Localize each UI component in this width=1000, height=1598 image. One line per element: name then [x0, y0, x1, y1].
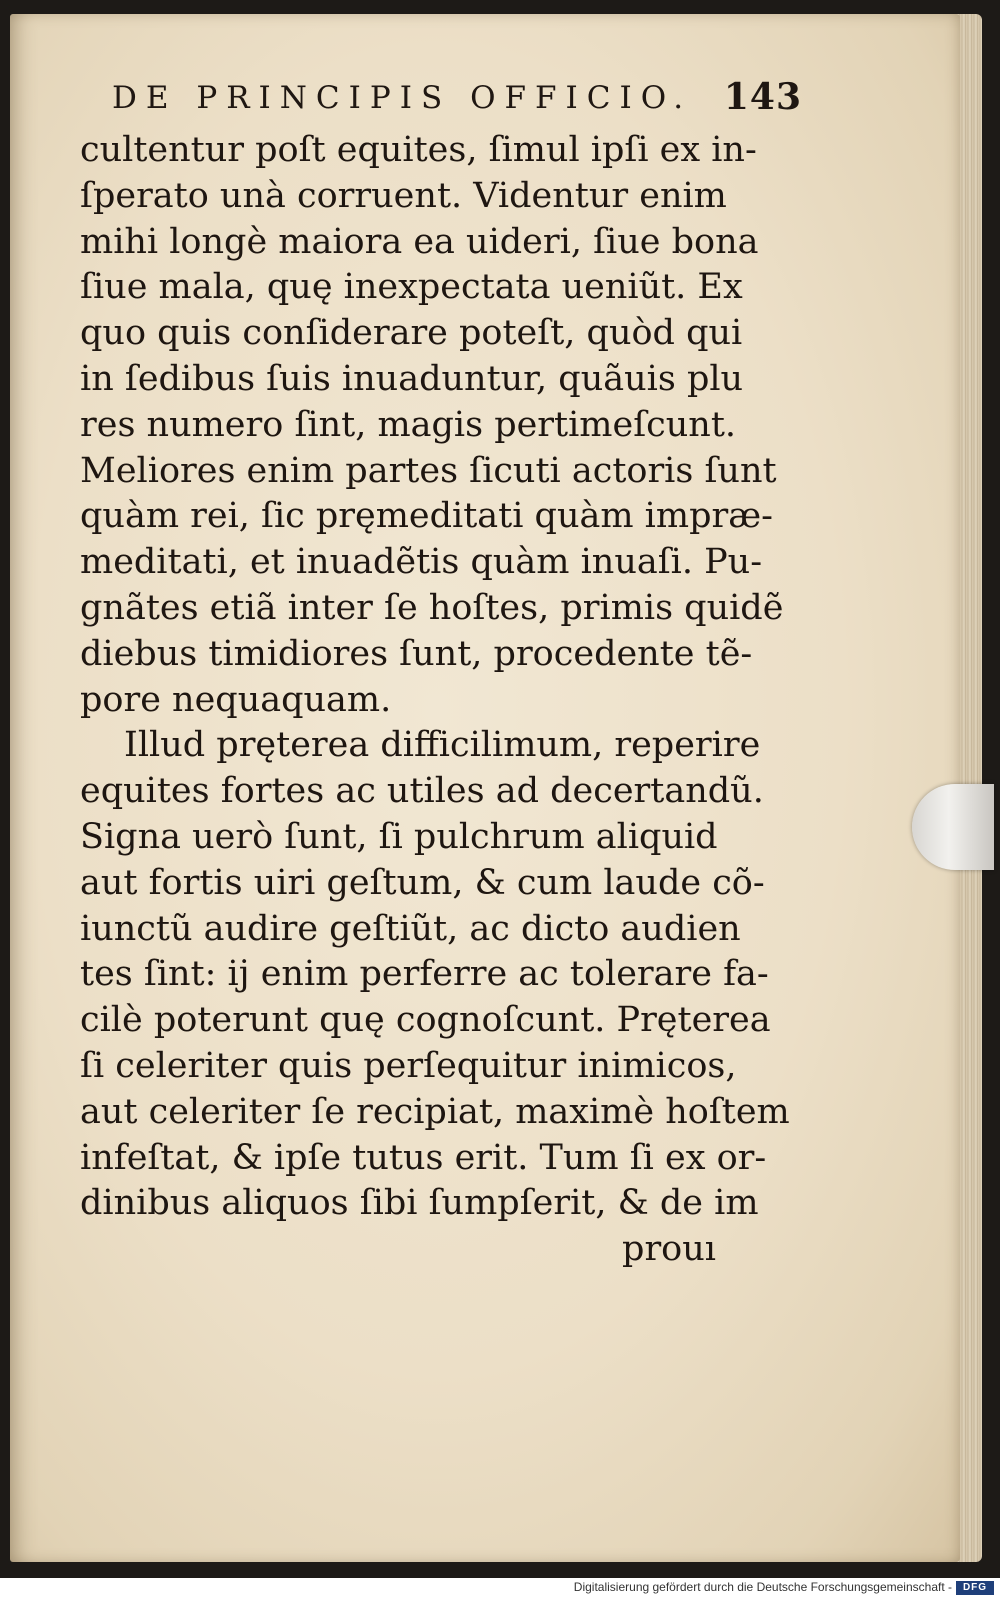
funding-credit: Digitalisierung gefördert durch die Deutsche Forschungsgemeinschaft -	[573, 1580, 952, 1594]
text-line: ſiue mala, quę inexpectata ueniũt. Ex	[80, 267, 743, 308]
page-clip	[912, 784, 994, 870]
text-line: aut fortis uiri geſtum, & cum laude cõ-	[80, 862, 765, 903]
text-line: cilè poterunt quę cognoſcunt. Pręterea	[80, 1000, 771, 1041]
text-line: Signa uerò ſunt, ſi pulchrum aliquid	[80, 816, 718, 857]
text-line: mihi longè maiora ea uideri, ſiue bona	[80, 221, 759, 262]
text-line: in ſedibus ſuis inuaduntur, quãuis plu	[80, 358, 744, 399]
text-line: iunctũ audire geſtiũt, ac dicto audien	[80, 908, 741, 949]
text-line: tes ſint: ij enim perferre ac tolerare fa-	[80, 954, 769, 995]
text-line: pore nequaquam.	[80, 679, 392, 720]
text-line: meditati, et inuadẽtis quàm inuaſi. Pu-	[80, 542, 763, 583]
running-head	[112, 72, 802, 128]
page-number: 143	[723, 76, 802, 118]
footer-bar	[0, 1578, 1000, 1598]
running-title: DE PRINCIPIS OFFICIO.	[112, 80, 693, 116]
body-text	[80, 128, 790, 1273]
text-line: ſi celeriter quis perſequitur inimicos,	[80, 1045, 737, 1086]
text-line: Meliores enim partes ſicuti actoris ſunt	[80, 450, 777, 491]
text-line: gnãtes etiã inter ſe hoſtes, primis quidẽ	[80, 587, 784, 628]
text-line: infeſtat, & ipſe tutus erit. Tum ſi ex or-	[80, 1137, 767, 1178]
dfg-logo: DFG	[956, 1581, 994, 1595]
paragraph-start-line: Illud pręterea difficilimum, reperire	[124, 725, 761, 766]
text-line: quàm rei, ſic pręmeditati quàm impræ-	[80, 496, 773, 537]
text-line: cultentur poſt equites, ſimul ipſi ex in-	[80, 130, 757, 170]
text-line: ſperato unà corruent. Videntur enim	[80, 175, 727, 216]
text-line: diebus timidiores ſunt, procedente tẽ-	[80, 633, 753, 674]
text-line: quo quis conſiderare poteſt, quòd qui	[80, 313, 743, 354]
text-line: equites fortes ac utiles ad decertandũ.	[80, 771, 764, 812]
catchword: prouı	[622, 1229, 716, 1270]
text-line: aut celeriter ſe recipiat, maximè hoſtem	[80, 1091, 790, 1132]
text-line: dinibus aliquos ſibi ſumpſerit, & de im	[80, 1183, 759, 1224]
text-line: res numero ſint, magis pertimeſcunt.	[80, 404, 737, 445]
